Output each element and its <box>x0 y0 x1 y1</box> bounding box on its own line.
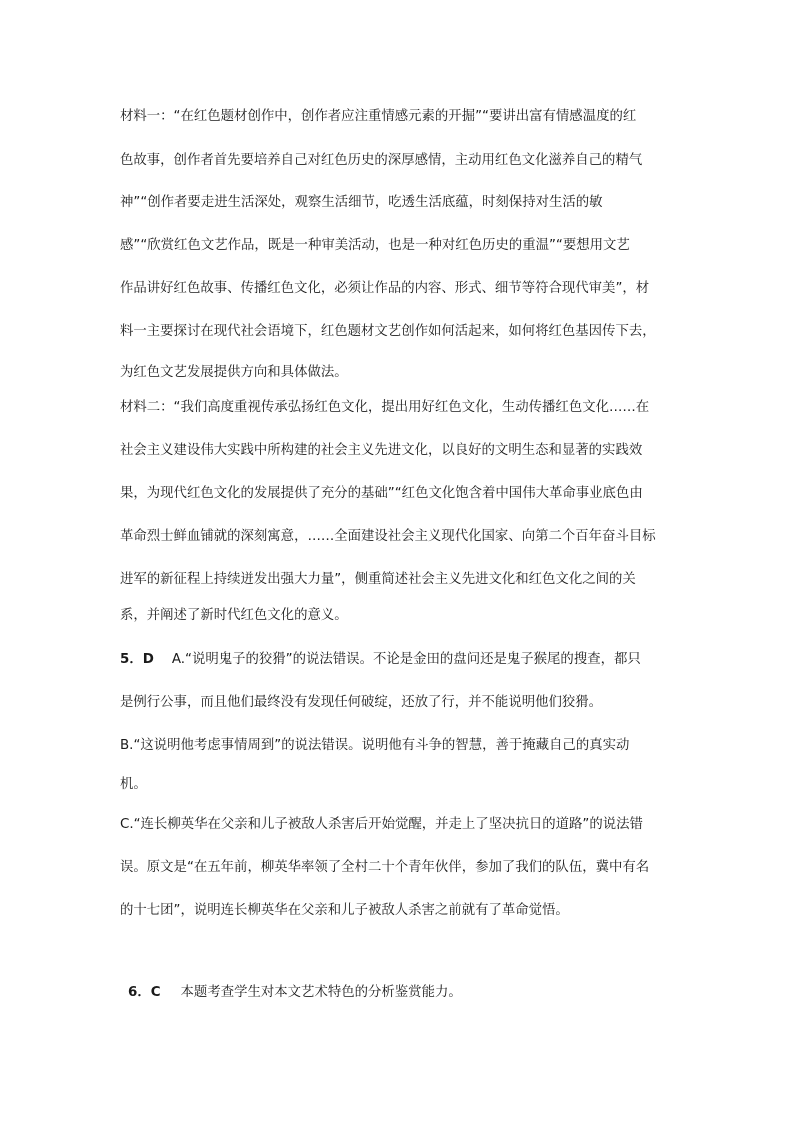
answer-6-label: 6．C <box>128 985 161 1000</box>
answer-5-line-2: 是例行公事，而且他们最终没有发现任何破绽，还放了行，并不能说明他们狡猾。 <box>120 695 603 710</box>
answer-5-line-4: 机。 <box>120 777 147 792</box>
material-two-line-3: 果，为现代红色文化的发展提供了充分的基础”“红色文化饱含着中国伟大革命事业底色由 <box>120 486 643 501</box>
material-one-line-5: 作品讲好红色故事、传播红色文化，必须让作品的内容、形式、细节等符合现代审美”，材 <box>120 281 650 296</box>
material-one-line-7: 为红色文艺发展提供方向和具体做法。 <box>120 365 348 380</box>
answer-5-line-3: B.“这说明他考虑事情周到”的说法错误。说明他有斗争的智慧，善于掩藏自己的真实动 <box>120 738 630 753</box>
answer-5-label: 5．D <box>120 652 154 667</box>
material-one-line-6: 料一主要探讨在现代社会语境下，红色题材文艺创作如何活起来，如何将红色基因传下去， <box>120 324 656 339</box>
material-one-line-2: 色故事，创作者首先要培养自己对红色历史的深厚感情，主动用红色文化滋养自己的精气 <box>120 153 643 168</box>
answer-5-text: A.“说明鬼子的狡猾”的说法错误。不论是金田的盘问还是鬼子猴尾的搜查，都只 <box>171 652 641 667</box>
material-one-line-4: 感”“欣赏红色文艺作品，既是一种审美活动，也是一种对红色历史的重温”“要想用文艺 <box>120 238 630 253</box>
material-two-line-4: 革命烈士鲜血铺就的深刻寓意，……全面建设社会主义现代化国家、向第二个百年奋斗目标 <box>120 529 656 544</box>
material-two-line-6: 系，并阐述了新时代红色文化的意义。 <box>120 608 348 623</box>
material-one-line-3: 神”“创作者要走进生活深处，观察生活细节，吃透生活底蕴，时刻保持对生活的敏 <box>120 195 603 210</box>
answer-5-line-6: 误。原文是“在五年前，柳英华率领了全村二十个青年伙伴，参加了我们的队伍，冀中有名 <box>120 860 650 875</box>
material-two-line-5: 进军的新征程上持续迸发出强大力量”，侧重简述社会主义先进文化和红色文化之间的关 <box>120 572 636 587</box>
material-one-line-1: 材料一：“在红色题材创作中，创作者应注重情感元素的开掘”“要讲出富有情感温度的红 <box>120 109 637 124</box>
answer-6-text: 本题考查学生对本文艺术特色的分析鉴赏能力。 <box>180 985 462 1000</box>
material-two-line-2: 社会主义建设伟大实践中所构建的社会主义先进文化，以良好的文明生态和显著的实践效 <box>120 443 643 458</box>
material-two-line-1: 材料二：“我们高度重视传承弘扬红色文化，提出用好红色文化，生动传播红色文化……在 <box>120 400 650 415</box>
answer-5-line-7: 的十七团”，说明连长柳英华在父亲和儿子被敌人杀害之前就有了革命觉悟。 <box>120 903 569 918</box>
answer-6-line <box>128 983 462 1003</box>
answer-5-line-1 <box>120 650 641 670</box>
answer-5-line-5: C.“连长柳英华在父亲和儿子被敌人杀害后开始觉醒，并走上了坚决抗日的道路”的说法错 <box>120 817 643 832</box>
